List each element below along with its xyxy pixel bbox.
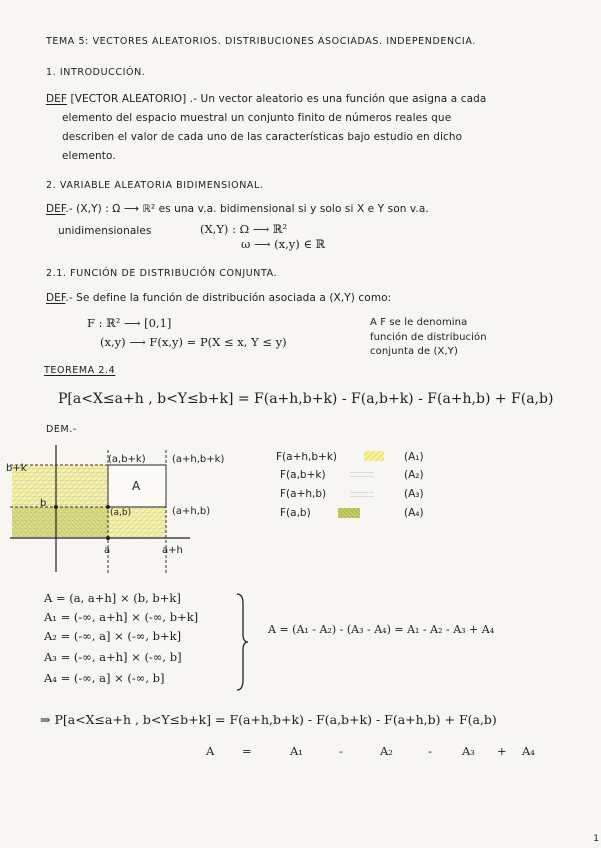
legend-set-3: (A₃) (404, 488, 424, 500)
legend-set-4: (A₄) (404, 507, 424, 519)
set-a4: A₄ = (-∞, a] × (-∞, b] (44, 671, 165, 685)
def-1-line2: elemento del espacio muestral un conjunto finito de números reales que (62, 112, 452, 124)
legend-term-1: F(a+h,b+k) (276, 451, 338, 463)
conclusion-plus: + (497, 744, 507, 758)
set-a1: A₁ = (-∞, a+h] × (-∞, b+k] (44, 610, 199, 624)
section-2-heading: 2. VARIABLE ALEATORIA BIDIMENSIONAL. (46, 180, 264, 191)
def-1-line3: describen el valor de cada uno de las características bajo estudio en dicho (62, 131, 463, 143)
def-1-line1: [VECTOR ALEATORIO] .- Un vector aleatorio es una función que asigna a cada (70, 93, 487, 105)
cdf-line-2: (x,y) ⟶ F(x,y) = P(X ≤ x, Y ≤ y) (100, 335, 287, 349)
conclusion-a4: A₄ (522, 744, 535, 758)
def-21-text: .- Se define la función de distribución asociada a (X,Y) como: (65, 292, 392, 304)
set-a: A = (a, a+h] × (b, b+k] (44, 591, 181, 605)
set-a2: A₂ = (-∞, a] × (-∞, b+k] (44, 629, 182, 643)
label-a: a (104, 545, 111, 556)
legend-set-2: (A₂) (404, 469, 424, 481)
section-1-heading: 1. INTRODUCCIÓN. (46, 67, 146, 78)
point-a-on-axis (106, 536, 110, 540)
def-label: DEF (46, 93, 68, 105)
label-region-a: A (132, 479, 141, 493)
set-relation: A = (A₁ - A₂) - (A₃ - A₄) = A₁ - A₂ - A₃ + A₄ (268, 623, 495, 636)
conclusion-a1: A₁ (290, 744, 303, 758)
legend-set-1: (A₁) (404, 451, 424, 463)
def-21 (46, 292, 391, 304)
label-corner-br: (a+h,b) (172, 506, 211, 517)
legend-term-3: F(a+h,b) (280, 488, 327, 500)
conclusion-minus-2: - (428, 744, 432, 758)
conclusion-a: A (206, 744, 215, 758)
region-diagram (0, 440, 601, 580)
def-label: DEF (46, 203, 66, 215)
def-1 (46, 93, 486, 105)
cdf-note-2: función de distribución (370, 332, 487, 343)
cdf-note-3: conjunta de (X,Y) (370, 346, 458, 357)
label-b: b (40, 498, 47, 509)
section-21-heading: 2.1. FUNCIÓN DE DISTRIBUCIÓN CONJUNTA. (46, 268, 278, 279)
def-2-text: .- (X,Y) : Ω ⟶ ℝ² es una v.a. bidimensional si y solo si X e Y son v.a. (65, 203, 429, 215)
label-corner-tl: (a,b+k) (108, 454, 146, 465)
def-1-line4: elemento. (62, 150, 116, 162)
legend-swatch-gray-2 (350, 489, 374, 498)
def-label: DEF (46, 292, 66, 304)
right-brace (235, 592, 249, 692)
label-corner-tr: (a+h,b+k) (172, 454, 225, 465)
label-ah: a+h (162, 545, 183, 556)
def-2 (46, 203, 429, 215)
conclusion-line: ⇒ P[a<X≤a+h , b<Y≤b+k] = F(a+h,b+k) - F(a,b+k) - F(a+h,b) + F(a,b) (40, 712, 497, 727)
def-2-cont: unidimensionales (58, 225, 152, 237)
point-b-on-axis (54, 505, 58, 509)
conclusion-eq: = (242, 744, 252, 758)
cdf-line-1: F : ℝ² ⟶ [0,1] (87, 316, 172, 330)
label-corner-bl: (a,b) (110, 508, 132, 518)
conclusion-a2: A₂ (380, 744, 393, 758)
dem-label: DEM.- (46, 424, 77, 435)
legend-swatch-olive (338, 508, 360, 518)
cdf-note-1: A F se le denomina (370, 317, 468, 328)
conclusion-a3: A₃ (462, 744, 475, 758)
map-line-1: (X,Y) : Ω ⟶ ℝ² (200, 222, 288, 236)
theorem-label: TEOREMA 2.4 (44, 365, 116, 376)
theorem-statement: P[a<X≤a+h , b<Y≤b+k] = F(a+h,b+k) - F(a,b+k) - F(a+h,b) + F(a,b) (58, 391, 554, 407)
page-title: TEMA 5: VECTORES ALEATORIOS. DISTRIBUCIONES ASOCIADAS. INDEPENDENCIA. (46, 36, 476, 47)
legend-term-4: F(a,b) (280, 507, 311, 519)
label-bk: b+k (6, 463, 27, 474)
map-line-2: ω ⟶ (x,y) ∈ ℝ (241, 237, 326, 251)
set-a3: A₃ = (-∞, a+h] × (-∞, b] (44, 650, 182, 664)
legend-swatch-gray-1 (350, 470, 374, 479)
legend-term-2: F(a,b+k) (280, 469, 326, 481)
page-number: 1 (593, 834, 599, 844)
region-a4-fill (12, 507, 108, 537)
conclusion-minus-1: - (339, 744, 343, 758)
legend-swatch-yellow (364, 451, 384, 461)
